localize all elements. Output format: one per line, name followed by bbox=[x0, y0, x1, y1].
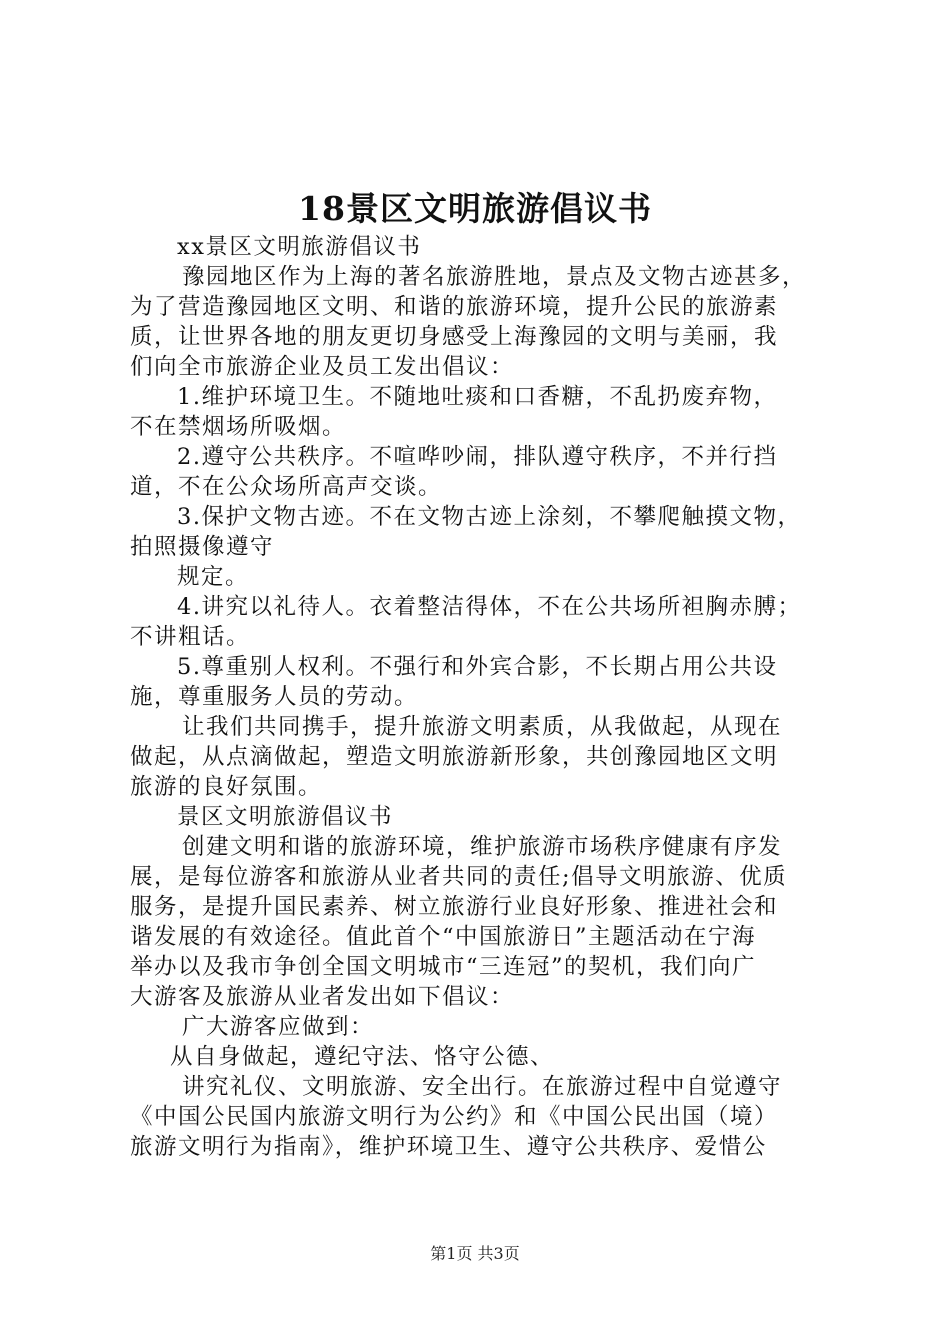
paragraph-line: 们向全市旅游企业及员工发出倡议： bbox=[130, 354, 515, 380]
paragraph-line: 5.尊重别人权利。不强行和外宾合影，不长期占用公共设 bbox=[177, 654, 778, 680]
paragraph-line: 道，不在公众场所高声交谈。 bbox=[130, 474, 443, 500]
paragraph-line: 大游客及旅游从业者发出如下倡议： bbox=[130, 984, 515, 1010]
paragraph-line: 讲究礼仪、文明旅游、安全出行。在旅游过程中自觉遵守 bbox=[182, 1074, 783, 1100]
paragraph-line: 景区文明旅游倡议书 bbox=[177, 804, 394, 830]
paragraph-line: 旅游文明行为指南》，维护环境卫生、遵守公共秩序、爱惜公 bbox=[130, 1134, 767, 1160]
paragraph-line: 举办以及我市争创全国文明城市“三连冠”的契机，我们向广 bbox=[130, 954, 757, 980]
paragraph-line: 质，让世界各地的朋友更切身感受上海豫园的文明与美丽，我 bbox=[130, 324, 779, 350]
paragraph-line: xx景区文明旅游倡议书 bbox=[177, 234, 422, 260]
paragraph-line: 豫园地区作为上海的著名旅游胜地，景点及文物古迹甚多， bbox=[182, 264, 807, 290]
paragraph-line: 施，尊重服务人员的劳动。 bbox=[130, 684, 419, 710]
paragraph-line: 谐发展的有效途径。值此首个“中国旅游日”主题活动在宁海 bbox=[130, 924, 757, 950]
paragraph-line: 规定。 bbox=[177, 564, 250, 590]
paragraph-line: 服务，是提升国民素养、树立旅游行业良好形象、推进社会和 bbox=[130, 894, 779, 920]
paragraph-line: 4.讲究以礼待人。衣着整洁得体，不在公共场所袒胸赤膊； bbox=[177, 594, 802, 620]
paragraph-line: 不在禁烟场所吸烟。 bbox=[130, 414, 347, 440]
paragraph-line: 展，是每位游客和旅游从业者共同的责任;倡导文明旅游、优质 bbox=[130, 864, 788, 890]
paragraph-line: 2.遵守公共秩序。不喧哗吵闹，排队遵守秩序，不并行挡 bbox=[177, 444, 778, 470]
paragraph-line: 为了营造豫园地区文明、和谐的旅游环境，提升公民的旅游素 bbox=[130, 294, 779, 320]
paragraph-line: 不讲粗话。 bbox=[130, 624, 251, 650]
paragraph-line: 从自身做起，遵纪守法、恪守公德、 bbox=[170, 1044, 555, 1070]
document-body bbox=[130, 232, 832, 1162]
paragraph-line: 《中国公民国内旅游文明行为公约》和《中国公民出国（境） bbox=[130, 1104, 779, 1130]
paragraph-line: 1.维护环境卫生。不随地吐痰和口香糖，不乱扔废弃物， bbox=[177, 384, 778, 410]
paragraph-line: 拍照摄像遵守 bbox=[130, 534, 275, 560]
page-number-footer: 第1页 共3页 bbox=[430, 1244, 520, 1263]
document-title: 18景区文明旅游倡议书 bbox=[298, 189, 652, 228]
paragraph-line: 3.保护文物古迹。不在文物古迹上涂刻，不攀爬触摸文物， bbox=[177, 504, 802, 530]
paragraph-line: 旅游的良好氛围。 bbox=[130, 774, 323, 800]
paragraph-line: 让我们共同携手，提升旅游文明素质，从我做起，从现在 bbox=[182, 714, 783, 740]
paragraph-line: 广大游客应做到： bbox=[182, 1014, 375, 1040]
paragraph-line: 创建文明和谐的旅游环境，维护旅游市场秩序健康有序发 bbox=[182, 834, 783, 860]
paragraph-line: 做起，从点滴做起，塑造文明旅游新形象，共创豫园地区文明 bbox=[130, 744, 779, 770]
